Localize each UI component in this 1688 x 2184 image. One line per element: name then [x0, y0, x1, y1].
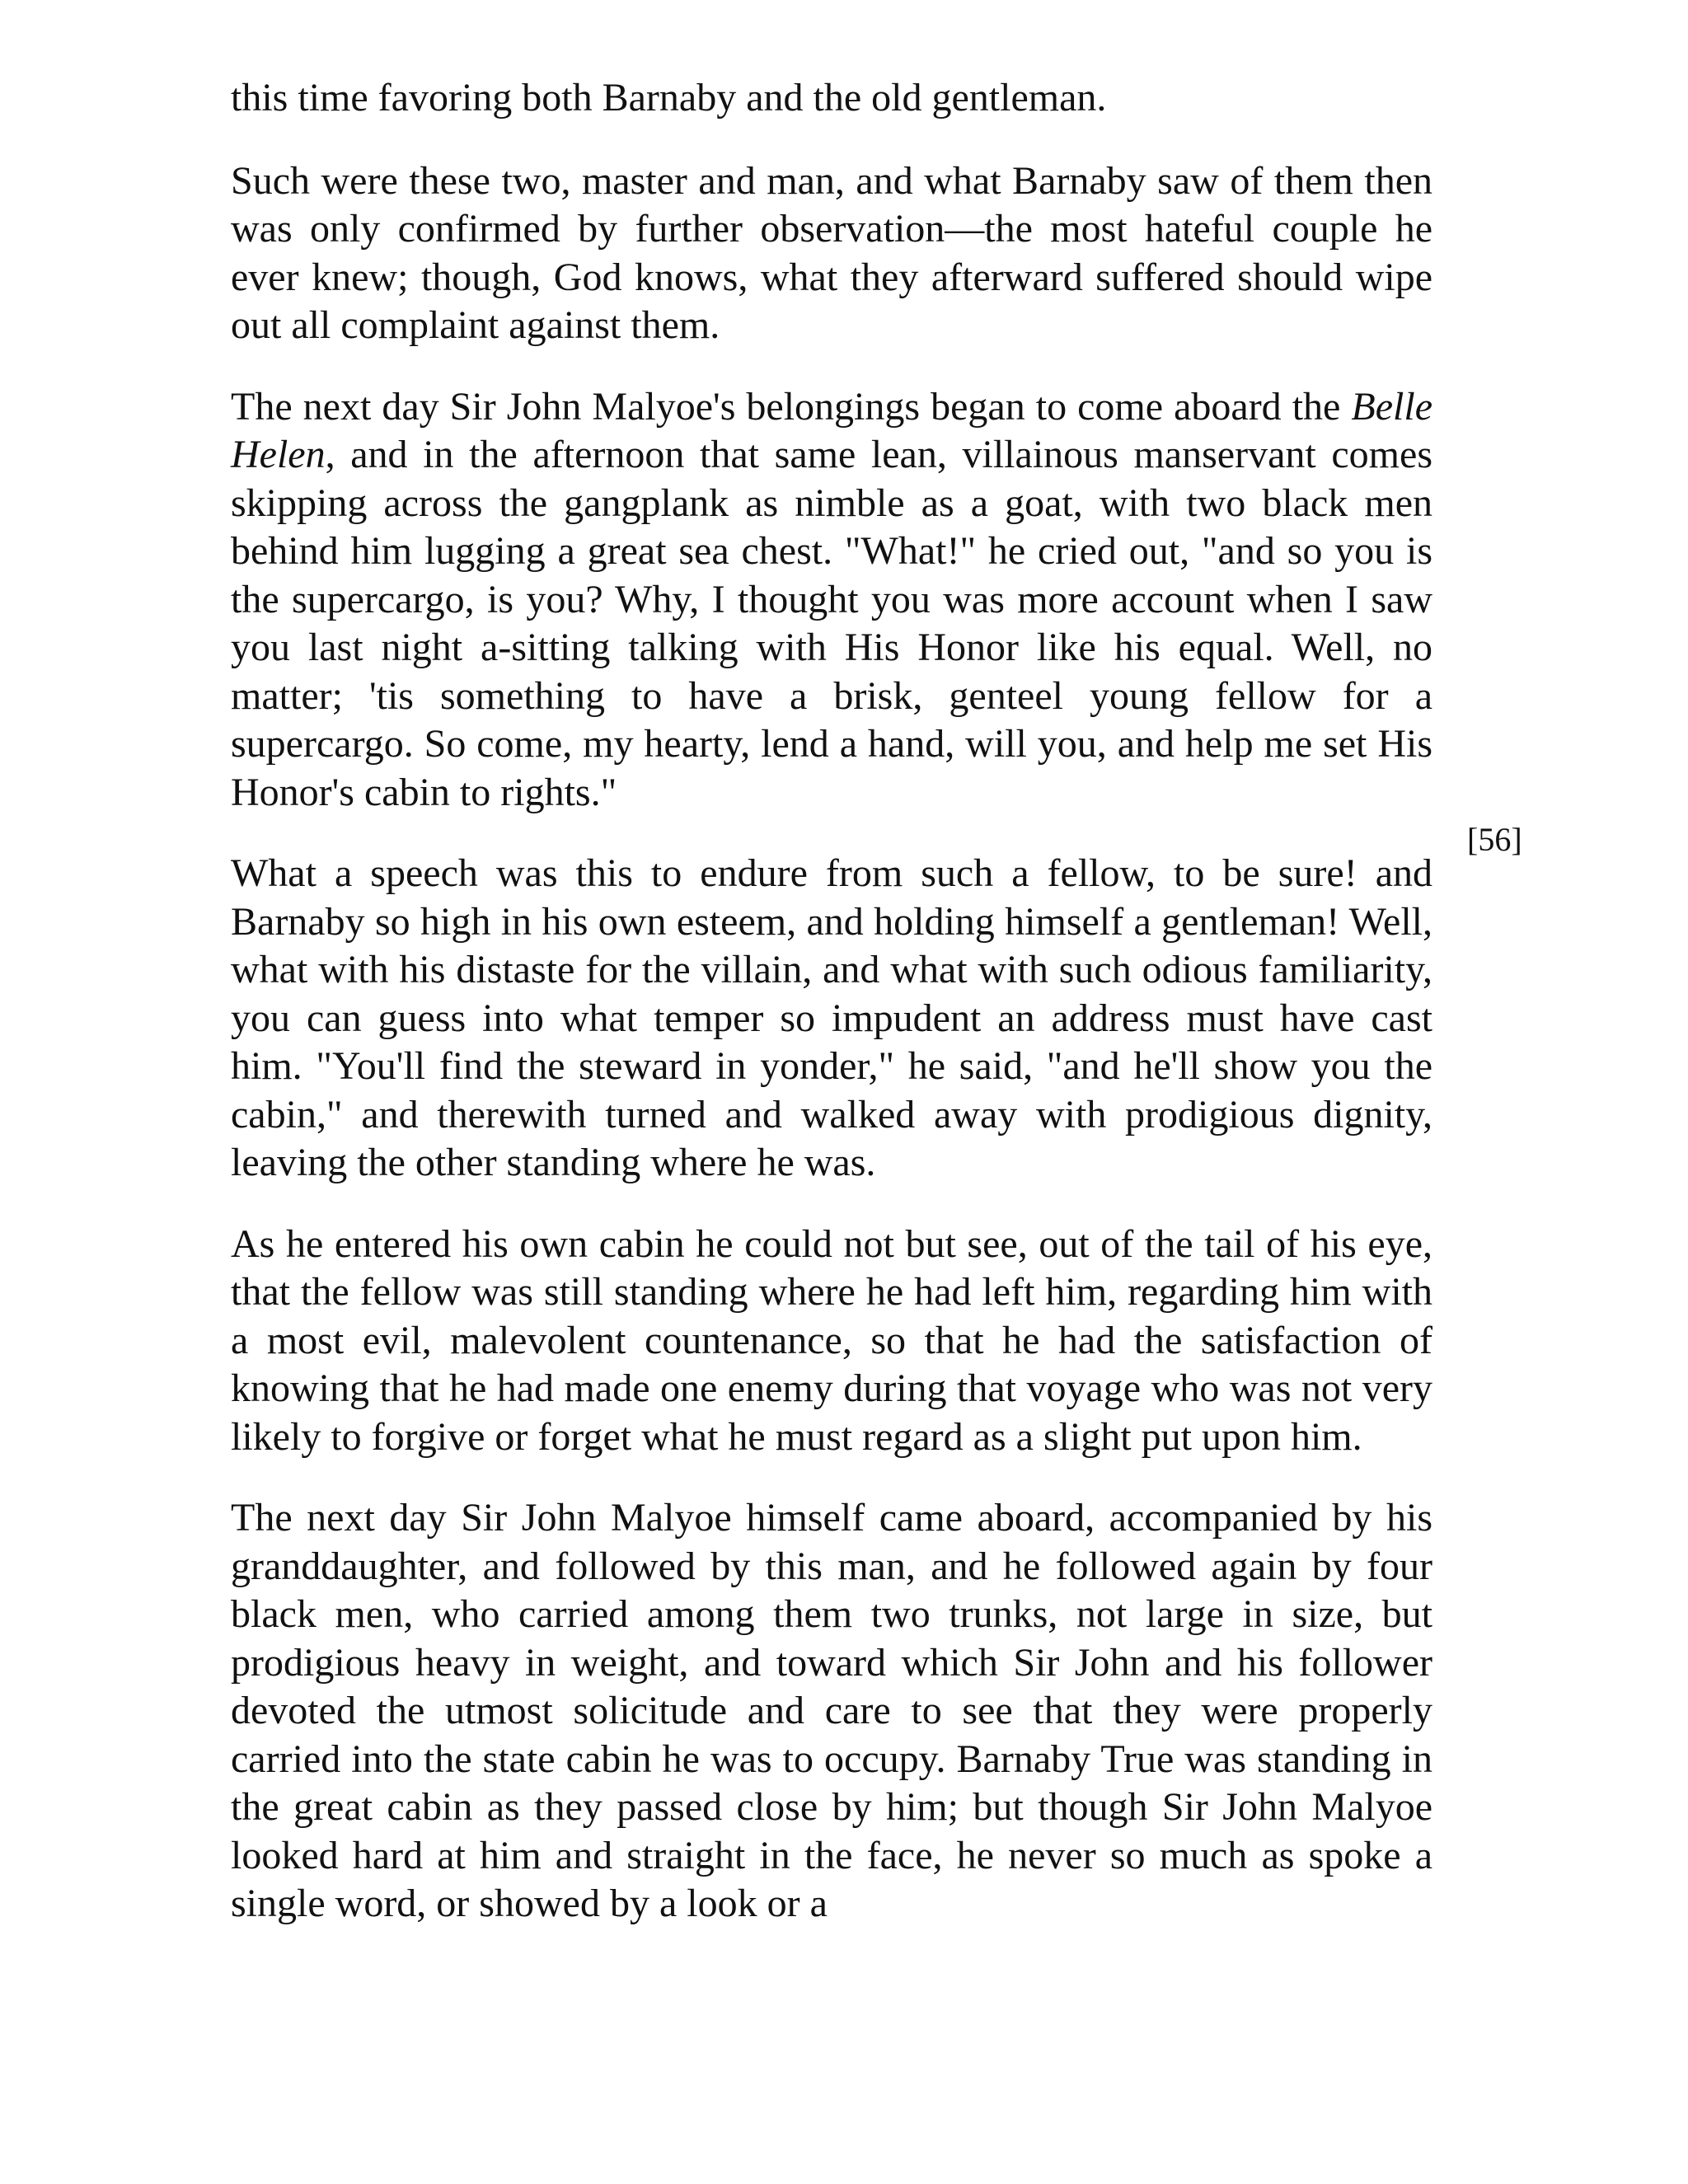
paragraph-4: What a speech was this to endure from such a fellow, to be sure! and Barnaby so high in his own esteem, and holding himself a gentleman! Well, what with his distaste for the villain, and what with such odious familiarity, you can guess into what temper so impudent an address must have cast him. "You'll find the steward in yonder," he said, "and he'll show you the cabin," and therewith turned and walked away with prodigious dignity, leaving the other standing where he was.	[231, 851, 1432, 1184]
paragraph-5: As he entered his own cabin he could not but see, out of the tail of his eye, that the fellow was still standing where he had left him, regarding him with a most evil, malevolent countenance, so that he had the satisfaction of knowing that he had made one enemy during that voyage who was not very likely to forgive or forget what he must regard as a slight put upon him.	[231, 1221, 1432, 1459]
paragraph-3-after: , and in the afternoon that same lean, villainous manservant comes skipping across the gangplank as nimble as a goat, with two black men behind him lugging a great sea chest. "What!" he cried out, "and so you is the supercargo, is you? Why, I thought you was more account when I saw you last night a-sitting talking with His Honor like his equal. Well, no matter; 'tis something to have a brisk, genteel young fellow for a supercargo. So come, my hearty, lend a hand, will you, and help me set His Honor's cabin to rights."	[231, 433, 1432, 814]
paragraph-3	[231, 383, 1432, 818]
text-column	[231, 74, 1432, 1961]
ship-name: Belle Helen	[231, 384, 1432, 476]
page-number: [56]	[1467, 821, 1522, 858]
paragraph-3-before: The next day Sir John Malyoe's belongings began to come aboard the	[231, 384, 1352, 429]
paragraph-6: The next day Sir John Malyoe himself came aboard, accompanied by his granddaughter, and followed by this man, and he followed again by four black men, who carried among them two trunks, not large in size, but prodigious heavy in weight, and toward which Sir John and his follower devoted the utmost solicitude and care to see that they were properly carried into the state cabin he was to occupy. Barnaby True was standing in the great cabin as they passed close by him; but though Sir John Malyoe looked hard at him and straight in the face, he never so much as spoke a single word, or showed by a look or a	[231, 1496, 1432, 1925]
paragraph-1: this time favoring both Barnaby and the old gentleman.	[231, 76, 1107, 120]
paragraph-2: Such were these two, master and man, and what Barnaby saw of them then was only confirmed by further observation—the most hateful couple he ever knew; though, God knows, what they afterward suffered should wipe out all complaint against them.	[231, 158, 1432, 347]
